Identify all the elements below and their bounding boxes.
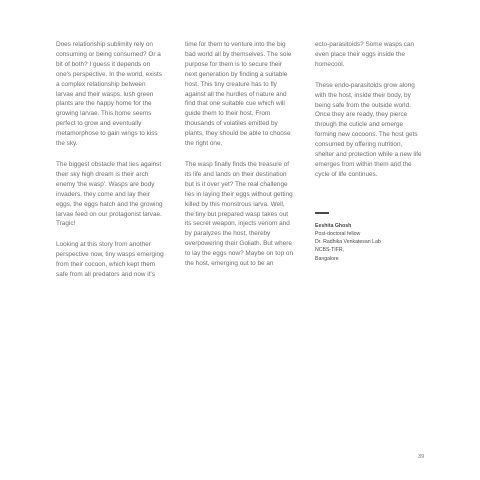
text-column-1 [56, 40, 164, 291]
paragraph: Looking at this story from another perspective now, tiny wasps emerging from their cocoon, which kept them safe from all predators and now it's [56, 241, 164, 279]
author-city: Bangalore [315, 255, 339, 262]
text-column-2 [185, 40, 293, 280]
author-lab: Dr. Radhika Venkatesan Lab [315, 239, 381, 246]
author-institute: NCBS-TIFR, [315, 247, 345, 254]
page-number: 39 [418, 454, 425, 460]
paragraph: The biggest obstacle that lies against their sky high dream is their arch enemy 'the wasp'. Wasps are body invaders, they come and lay their eggs, the eggs hatch and the growing larvae feed on our protagonist larvae. Tragic! [56, 160, 163, 228]
paragraph: time for them to venture into the big bad world all by themselves. The sole purpose for them is to secure their next generation by finding a suitable host. This tiny creature has to fly against all the hurdles of nature and find that one suitable cue which will guide them to their host. From thousands of volatiles emitted by plants, they should be able to choose the right one. [185, 41, 292, 148]
author-divider [315, 212, 329, 214]
author-name: Eeshita Ghosh [315, 222, 352, 229]
paragraph: Does relationship sublimity rely on consuming or being consumed? Or a bit of both? I guess it depends on one's perspective. In the world, exists a complex relationship between larvae and their wasps. lush green plants are the happy home for the growing larvae. This home seems perfect to grow and eventually metamorphose to gain wings to kiss the sky. [56, 41, 163, 148]
author-role: Post-doctoral fellow [315, 230, 361, 237]
paragraph: ecto-parasitoids? Some wasps can even place their eggs inside the homecool. [315, 41, 415, 68]
author-block [315, 222, 423, 263]
text-column-3 [315, 40, 423, 263]
paragraph: The wasp finally finds the treasure of its life and lands on their destination but is it over yet? The real challenge lies in laying their eggs without getting killed by this monstrous larva. Well, the tiny but prepared wasp takes out its secret weapon, injects venom and by paralyzes the host, thereby overpowering their Goliath. But where to lay the eggs now? Maybe on top on the host, emerging out to be an [185, 160, 294, 268]
paragraph: These endo-parasitoids grow along with the host, inside their body, by being safe from the outside world. Once they are ready, they pierce through the cuticle and emerge forming new cocoons. The host gets consumed by offering nutrition, shelter and protection while a new life emerges from within them and the cycle of life continues. [315, 81, 422, 178]
